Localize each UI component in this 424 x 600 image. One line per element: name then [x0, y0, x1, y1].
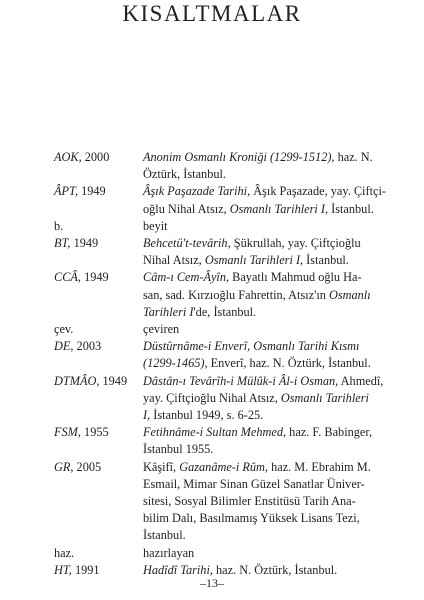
- abbreviation-entry: [0, 373, 424, 425]
- key-text: 1949: [81, 270, 109, 285]
- expansion-text: (1299-1465),: [143, 356, 208, 371]
- expansion-text: Ahmedî,: [338, 373, 384, 388]
- expansion-text: Gazanâme-i Rûm,: [179, 459, 269, 474]
- page-number: –13–: [200, 576, 224, 590]
- abbreviation-entry: [0, 424, 424, 458]
- key-text: AOK,: [54, 150, 82, 164]
- abbreviation-entry: [0, 183, 424, 217]
- expansion-line: [143, 287, 371, 304]
- expansion-text: beyit: [143, 218, 168, 233]
- key-text: 2005: [73, 459, 102, 474]
- expansion-line: [143, 252, 353, 269]
- key-text: b.: [54, 218, 64, 233]
- key-text: 1949: [99, 373, 128, 388]
- abbreviation-entry: [0, 235, 424, 269]
- key-text: HT,: [54, 562, 72, 577]
- expansion-text: Câm-ı Cem-Âyîn,: [143, 270, 230, 285]
- abbreviation-expansion: [143, 424, 373, 458]
- expansion-text: İstanbul.: [328, 201, 374, 216]
- key-text: 1949: [78, 184, 106, 199]
- expansion-text: hazırlayan: [143, 545, 195, 560]
- expansion-text: Nihal Atsız,: [143, 253, 205, 268]
- abbreviation-key: [0, 545, 143, 562]
- expansion-text: Osmanlı Tarihleri I,: [204, 253, 304, 268]
- abbreviation-key: [0, 218, 143, 235]
- expansion-text: Enverî, haz. N. Öztürk, İstanbul.: [207, 356, 371, 371]
- key-text: 1991: [71, 562, 100, 577]
- expansion-line: [143, 373, 384, 390]
- expansion-text: haz. N. Öztürk, İstanbul.: [212, 562, 338, 577]
- abbreviation-entry: [0, 149, 424, 183]
- key-text: 1949: [70, 236, 99, 251]
- abbreviation-expansion: [143, 183, 386, 217]
- abbreviation-key: [0, 183, 143, 217]
- abbreviation-expansion: [143, 235, 361, 269]
- expansion-text: Bayatlı Mahmud oğlu Ha-: [229, 270, 362, 285]
- abbreviation-expansion: [143, 545, 353, 562]
- page-title: KISALTMALAR: [122, 1, 302, 26]
- expansion-text: Anonim Osmanlı Kroniği (1299-1512),: [143, 150, 335, 164]
- key-text: DTMÂO,: [54, 373, 100, 388]
- expansion-line: [143, 424, 373, 441]
- expansion-text: Âşık Paşazade, yay. Çiftçi-: [250, 184, 386, 199]
- key-text: 1955: [80, 425, 109, 440]
- expansion-text: Osmanlı: [328, 287, 371, 302]
- expansion-text: Esmail, Mimar Sinan Güzel Sanatlar Üniver-: [143, 476, 365, 491]
- expansion-text: Hadîdî Tarihi,: [143, 562, 213, 577]
- expansion-line: [143, 493, 356, 510]
- expansion-line: [143, 459, 371, 476]
- expansion-line: [143, 338, 360, 355]
- abbreviation-key: [0, 149, 143, 183]
- expansion-line: [143, 510, 360, 527]
- abbreviation-expansion: [143, 338, 371, 372]
- expansion-text: Kâşifî,: [143, 459, 180, 474]
- abbreviation-expansion: [143, 218, 353, 235]
- expansion-text: Dâstân-ı Tevârîh-i Mülûk-i Âl-i Osman,: [143, 373, 339, 388]
- key-text: DE,: [54, 339, 74, 354]
- abbreviation-key: [0, 424, 143, 458]
- abbreviation-key: [0, 338, 143, 372]
- expansion-line: [143, 183, 386, 200]
- abbreviation-key: [0, 373, 143, 425]
- expansion-line: [143, 390, 369, 407]
- expansion-line: [143, 441, 353, 458]
- abbreviation-entry: [0, 321, 424, 338]
- expansion-text: haz. F. Babinger,: [286, 425, 373, 440]
- expansion-text: Düstûrnâme-i Enverî, Osmanlı Tarihi Kısmı: [143, 339, 360, 354]
- expansion-text: oğlu Nihal Atsız,: [143, 201, 230, 216]
- expansion-text: Öztürk, İstanbul.: [143, 167, 226, 182]
- abbreviation-entry: [0, 218, 424, 235]
- abbreviation-key: [0, 321, 143, 338]
- expansion-line: [143, 149, 373, 166]
- abbreviation-expansion: [143, 459, 371, 545]
- key-text: FSM,: [54, 425, 81, 440]
- key-text: haz.: [54, 545, 75, 560]
- expansion-text: Osmanlı Tarihleri: [280, 390, 369, 405]
- expansion-line: [143, 321, 353, 338]
- abbreviation-expansion: [143, 321, 353, 338]
- expansion-line: [143, 545, 353, 562]
- expansion-text: İstanbul 1955.: [143, 442, 214, 457]
- expansion-text: I,: [143, 408, 151, 423]
- expansion-text: İstanbul.: [143, 528, 186, 543]
- abbreviation-key: [0, 235, 143, 269]
- expansion-line: [143, 269, 362, 286]
- key-text: çev.: [54, 322, 74, 337]
- expansion-line: [143, 407, 353, 424]
- expansion-text: Âşık Paşazade Tarihi,: [143, 184, 251, 199]
- expansion-text: İstanbul 1949, s. 6-25.: [150, 408, 264, 423]
- expansion-text: Tarihleri I: [143, 304, 194, 319]
- key-text: 2003: [73, 339, 102, 354]
- expansion-text: Fetihnâme-i Sultan Mehmed,: [143, 425, 287, 440]
- abbreviation-entry: [0, 545, 424, 562]
- key-text: 2000: [81, 150, 110, 164]
- abbreviation-expansion: [143, 373, 384, 425]
- abbreviation-list: [0, 149, 424, 579]
- expansion-line: [143, 201, 374, 218]
- expansion-text: Şükrullah, yay. Çiftçioğlu: [230, 236, 361, 251]
- expansion-text: Osmanlı Tarihleri I,: [229, 201, 329, 216]
- expansion-line: [143, 476, 365, 493]
- key-text: CCÂ,: [54, 270, 81, 285]
- expansion-line: [143, 166, 353, 183]
- key-text: BT,: [54, 236, 71, 251]
- expansion-line: [143, 235, 361, 252]
- abbreviation-entry: [0, 459, 424, 545]
- abbreviation-entry: [0, 269, 424, 321]
- expansion-text: bilim Dalı, Basılmamış Yüksek Lisans Tezi,: [143, 511, 360, 526]
- key-text: ÂPT,: [54, 184, 79, 199]
- abbreviation-expansion: [143, 269, 371, 321]
- expansion-text: İstanbul.: [303, 253, 349, 268]
- abbreviation-expansion: [143, 149, 373, 183]
- expansion-text: 'de, İstanbul.: [193, 304, 257, 319]
- expansion-text: yay. Çiftçioğlu Nihal Atsız,: [143, 390, 281, 405]
- expansion-text: Behcetü't-tevârih,: [143, 236, 231, 251]
- expansion-text: çeviren: [143, 322, 180, 337]
- key-text: GR,: [54, 459, 74, 474]
- expansion-text: haz. N.: [334, 150, 373, 164]
- abbreviation-key: [0, 269, 143, 321]
- expansion-text: haz. M. Ebrahim M.: [268, 459, 371, 474]
- expansion-line: [143, 355, 371, 372]
- expansion-line: [143, 527, 353, 544]
- expansion-line: [143, 218, 353, 235]
- abbreviation-entry: [0, 338, 424, 372]
- expansion-text: sitesi, Sosyal Bilimler Enstitüsü Tarih Ana-: [143, 494, 356, 509]
- expansion-text: san, sad. Kırzıoğlu Fahrettin, Atsız'ın: [143, 287, 329, 302]
- abbreviation-key: [0, 459, 143, 545]
- expansion-line: [143, 304, 353, 321]
